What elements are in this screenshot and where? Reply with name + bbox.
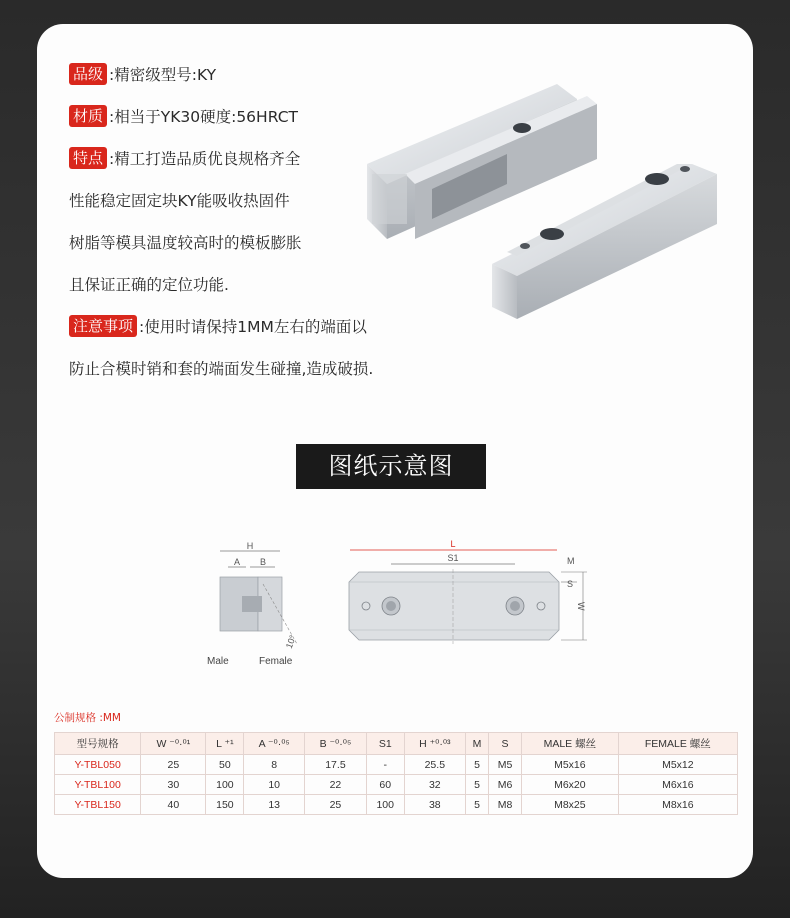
table-header-row — [55, 733, 738, 755]
col-header: L ⁺¹ — [206, 733, 244, 755]
dim-B-label: B — [259, 557, 267, 567]
dim-S1-label: S1 — [447, 553, 459, 563]
female-label: Female — [259, 656, 293, 667]
notice-tag: 注意事项 — [69, 315, 137, 337]
features-line-4: 且保证正确的定位功能. — [69, 276, 229, 294]
product-card — [37, 24, 753, 878]
features-text: :精工打造品质优良规格齐全 — [109, 150, 301, 168]
table-row — [55, 795, 738, 815]
notice-text: :使用时请保持1MM左右的端面以 — [139, 318, 367, 336]
table-cell: 5 — [465, 795, 488, 815]
table-cell: M6 — [489, 775, 522, 795]
table-cell: 60 — [366, 775, 404, 795]
table-cell: 25 — [305, 795, 367, 815]
table-cell: 32 — [404, 775, 465, 795]
table-cell: 38 — [404, 795, 465, 815]
table-cell: M6x16 — [618, 775, 737, 795]
table-cell: M8x16 — [618, 795, 737, 815]
table-cell: M6x20 — [522, 775, 619, 795]
features-line-3: 树脂等模具温度较高时的模板膨胀 — [69, 234, 302, 252]
unit-label: 公制规格 :MM — [54, 712, 121, 724]
table-cell: 150 — [206, 795, 244, 815]
table-cell: M5x16 — [522, 755, 619, 775]
model-cell: Y-TBL100 — [55, 775, 141, 795]
top-view — [349, 539, 587, 644]
table-cell: 25 — [141, 755, 206, 775]
table-cell: - — [366, 755, 404, 775]
table-cell: M8 — [489, 795, 522, 815]
male-label: Male — [207, 656, 229, 667]
dim-M-label: M — [567, 556, 575, 566]
table-cell: M8x25 — [522, 795, 619, 815]
grade-text: :精密级型号:KY — [109, 66, 217, 84]
table-cell: M5 — [489, 755, 522, 775]
col-header: M — [465, 733, 488, 755]
diagram-title: 图纸示意图 — [296, 444, 486, 489]
notice-line-2: 防止合模时销和套的端面发生碰撞,造成破损. — [69, 360, 374, 378]
dim-A-label: A — [233, 557, 241, 567]
model-cell: Y-TBL050 — [55, 755, 141, 775]
col-header: B ⁻⁰·⁰⁵ — [305, 733, 367, 755]
table-cell: 100 — [206, 775, 244, 795]
table-cell: 100 — [366, 795, 404, 815]
table-cell: 13 — [244, 795, 305, 815]
table-row — [55, 775, 738, 795]
table-cell: 30 — [141, 775, 206, 795]
table-cell: 5 — [465, 755, 488, 775]
col-header: FEMALE 螺丝 — [618, 733, 737, 755]
table-cell: 22 — [305, 775, 367, 795]
table-cell: M5x12 — [618, 755, 737, 775]
table-row — [55, 755, 738, 775]
table-cell: 25.5 — [404, 755, 465, 775]
col-header: MALE 螺丝 — [522, 733, 619, 755]
table-cell: 5 — [465, 775, 488, 795]
material-text: :相当于YK30硬度:56HRCT — [109, 108, 298, 126]
features-tag: 特点 — [69, 147, 107, 169]
table-cell: 8 — [244, 755, 305, 775]
dim-H-label: H — [246, 541, 254, 551]
col-header: 型号规格 — [55, 733, 141, 755]
col-header: A ⁻⁰·⁰⁵ — [244, 733, 305, 755]
table-cell: 10 — [244, 775, 305, 795]
model-cell: Y-TBL150 — [55, 795, 141, 815]
col-header: S1 — [366, 733, 404, 755]
col-header: S — [489, 733, 522, 755]
table-cell: 17.5 — [305, 755, 367, 775]
material-tag: 材质 — [69, 105, 107, 127]
dim-W-label: W — [576, 602, 586, 611]
grade-tag: 品级 — [69, 63, 107, 85]
dim-L-label: L — [450, 539, 456, 549]
table-cell: 50 — [206, 755, 244, 775]
col-header: H ⁺⁰·⁰³ — [404, 733, 465, 755]
spec-table — [54, 732, 738, 815]
dim-S-label: S — [567, 579, 574, 589]
side-view — [207, 541, 298, 667]
features-line-2: 性能稳定固定块KY能吸收热固件 — [69, 192, 290, 210]
col-header: W ⁻⁰·⁰¹ — [141, 733, 206, 755]
table-cell: 40 — [141, 795, 206, 815]
angle-label: 10° — [283, 633, 298, 650]
